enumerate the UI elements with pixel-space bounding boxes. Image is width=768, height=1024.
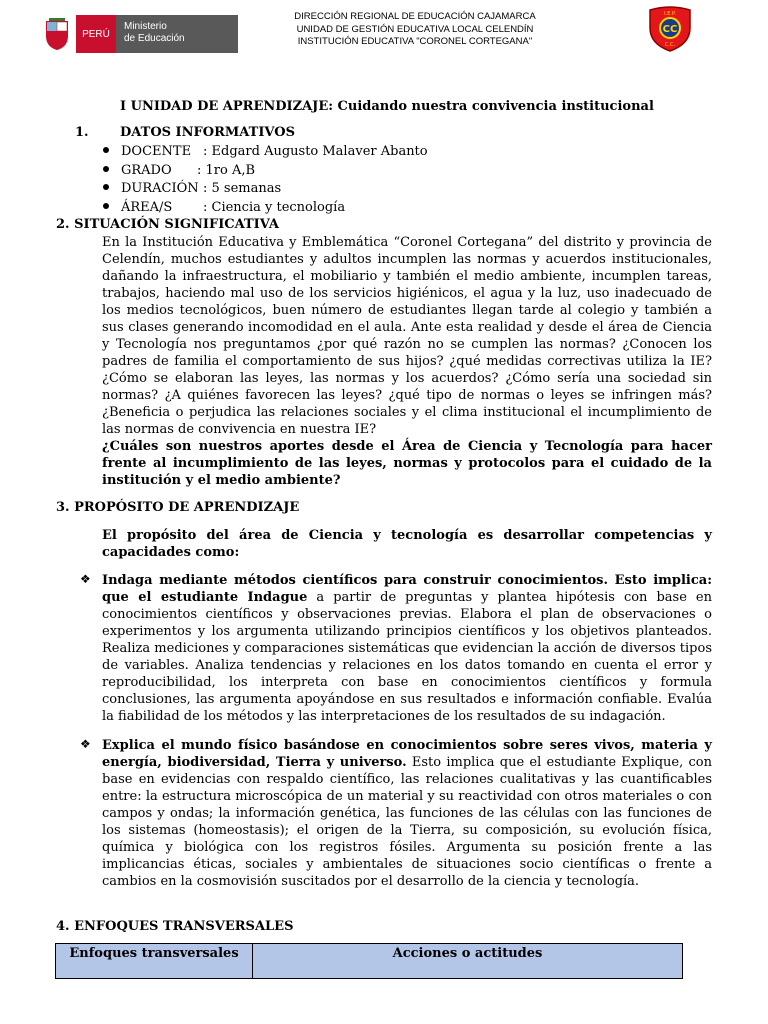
transversal-approaches-table <box>55 943 683 979</box>
table-header-cell: Enfoques transversales <box>56 944 253 979</box>
bullet-icon <box>103 203 109 209</box>
crest-bottom-text: C.C. <box>664 42 676 48</box>
info-item-duracion <box>103 181 281 196</box>
info-label: GRADO <box>121 163 172 178</box>
bullet-icon <box>103 184 109 190</box>
section1-number: 1. <box>75 125 89 140</box>
diamond-bullet-icon: ❖ <box>80 572 91 586</box>
info-value: : Ciencia y tecnología <box>203 200 346 215</box>
table-header-row <box>56 944 683 979</box>
ministry-line-2: de Educación <box>124 33 185 44</box>
info-value: : Edgard Augusto Malaver Abanto <box>203 144 428 159</box>
table-header-cell: Acciones o actitudes <box>253 944 683 979</box>
bullet-icon <box>103 166 109 172</box>
school-crest-icon <box>646 6 694 52</box>
purpose-intro: El propósito del área de Ciencia y tecnología es desarrollar competencias y capacidades como: <box>102 528 712 560</box>
institution-line-3: INSTITUCIÓN EDUCATIVA "CORONEL CORTEGANA" <box>297 36 533 47</box>
institution-line-1: DIRECCIÓN REGIONAL DE EDUCACIÓN CAJAMARCA <box>294 11 536 22</box>
peru-coat-of-arms-icon <box>38 15 76 53</box>
info-label: ÁREA/S <box>121 200 173 215</box>
ministry-logo <box>38 15 238 53</box>
info-label: DOCENTE <box>121 144 192 159</box>
peru-label: PERÚ <box>76 15 116 53</box>
crest-top-text: I.E.P. <box>664 11 676 17</box>
competency-text: a partir de preguntas y plantea hipótesis con base en conocimientos científicos y observaciones previas. Elabora el plan de observaciones o experimentos y los argumenta utilizando principios científicos y los objetivos planteados. Realiza mediciones y comparaciones sistemáticas que evidencian la acción de diversos tipos de variables. Analiza tendencias y relaciones en los datos tomando en cuenta el error y reproducibilidad, los interpreta con base en conocimientos científicos y formula conclusiones, las argumenta apoyándose en sus resultados e información confiable. Evalúa la fiabilidad de los métodos y las interpretaciones de los resultados de su indagación. <box>102 590 713 724</box>
unit-title: I UNIDAD DE APRENDIZAJE: Cuidando nuestra convivencia institucional <box>120 99 654 114</box>
diamond-bullet-icon: ❖ <box>80 737 91 751</box>
info-item-docente <box>103 144 428 159</box>
info-value: : 5 semanas <box>203 181 282 196</box>
institution-header <box>250 11 580 49</box>
info-value: : 1ro A,B <box>197 163 256 178</box>
competency-title: Indaga mediante métodos científicos para construir conocimientos. Esto implica: que el estudiante Indague <box>102 573 712 605</box>
info-item-area <box>103 200 345 215</box>
section4-heading: 4. ENFOQUES TRANSVERSALES <box>56 919 294 934</box>
crest-letters: CC <box>662 24 678 35</box>
situation-body: En la Institución Educativa y Emblemática “Coronel Cortegana” del distrito y provincia de Celendín, muchos estudiantes y adultos incumplen las normas y acuerdos institucionales, dañando la infraestructura, el mobiliario y también el medio ambiente, incumplen tareas, trabajos, haciendo mal uso de los servicios higiénicos, el agua y la luz, uso inadecuado de los medios tecnológicos, buen número de estudiantes llegan tarde al colegio y también a sus clases generando incomodidad en el aula. Ante esta realidad y desde el área de Ciencia y Tecnología nos preguntamos ¿por qué razón no se cumplen las normas? ¿Conocen los padres de familia el comportamiento de sus hijos? ¿qué medidas correctivas utiliza la IE? ¿Cómo se elaboran las leyes, las normas y los acuerdos? ¿Cómo sería una sociedad sin normas? ¿A quiénes favorecen las leyes? ¿qué tipo de normas o leyes se infringen más? ¿Beneficia o perjudica las relaciones sociales y el clima institucional el incumplimiento de las normas de convivencia en nuestra IE? <box>102 235 712 437</box>
info-item-grado <box>103 163 255 178</box>
situation-question: ¿Cuáles son nuestros aportes desde el Área de Ciencia y Tecnología para hacer frente al incumplimiento de las leyes, normas y protocolos para el cuidado de la institución y el medio ambiente? <box>102 439 712 488</box>
ministry-line-1: Ministerio <box>124 21 167 32</box>
section3-heading: 3. PROPÓSITO DE APRENDIZAJE <box>56 500 300 515</box>
ministry-name <box>116 15 238 53</box>
bullet-icon <box>103 147 109 153</box>
competency-text: Esto implica que el estudiante Explique, con base en evidencias con respaldo científico, las relaciones cualitativas y las cuantificables entre: la estructura microscópica de un material y su reactividad con otros materiales o con campos y ondas; la información genética, las funciones de las células con las funciones de los sistemas (homeostasis); el origen de la Tierra, su composición, su evolución física, química y biológica con los registros fósiles. Argumenta su posición frente a las implicancias éticas, sociales y ambientales de situaciones socio científicas o frente a cambios en la cosmovisión suscitados por el desarrollo de la ciencia y tecnología. <box>102 755 712 889</box>
competency-title: Explica el mundo físico basándose en conocimientos sobre seres vivos, materia y energía, biodiversidad, Tierra y universo. <box>102 738 712 770</box>
section1-heading: DATOS INFORMATIVOS <box>120 125 295 140</box>
competency-explica <box>102 737 712 890</box>
competency-indaga <box>102 572 712 725</box>
institution-line-2: UNIDAD DE GESTIÓN EDUCATIVA LOCAL CELENDÍN <box>296 23 534 35</box>
section2-heading: 2. SITUACIÓN SIGNIFICATIVA <box>56 217 279 232</box>
info-label: DURACIÓN <box>121 181 199 196</box>
